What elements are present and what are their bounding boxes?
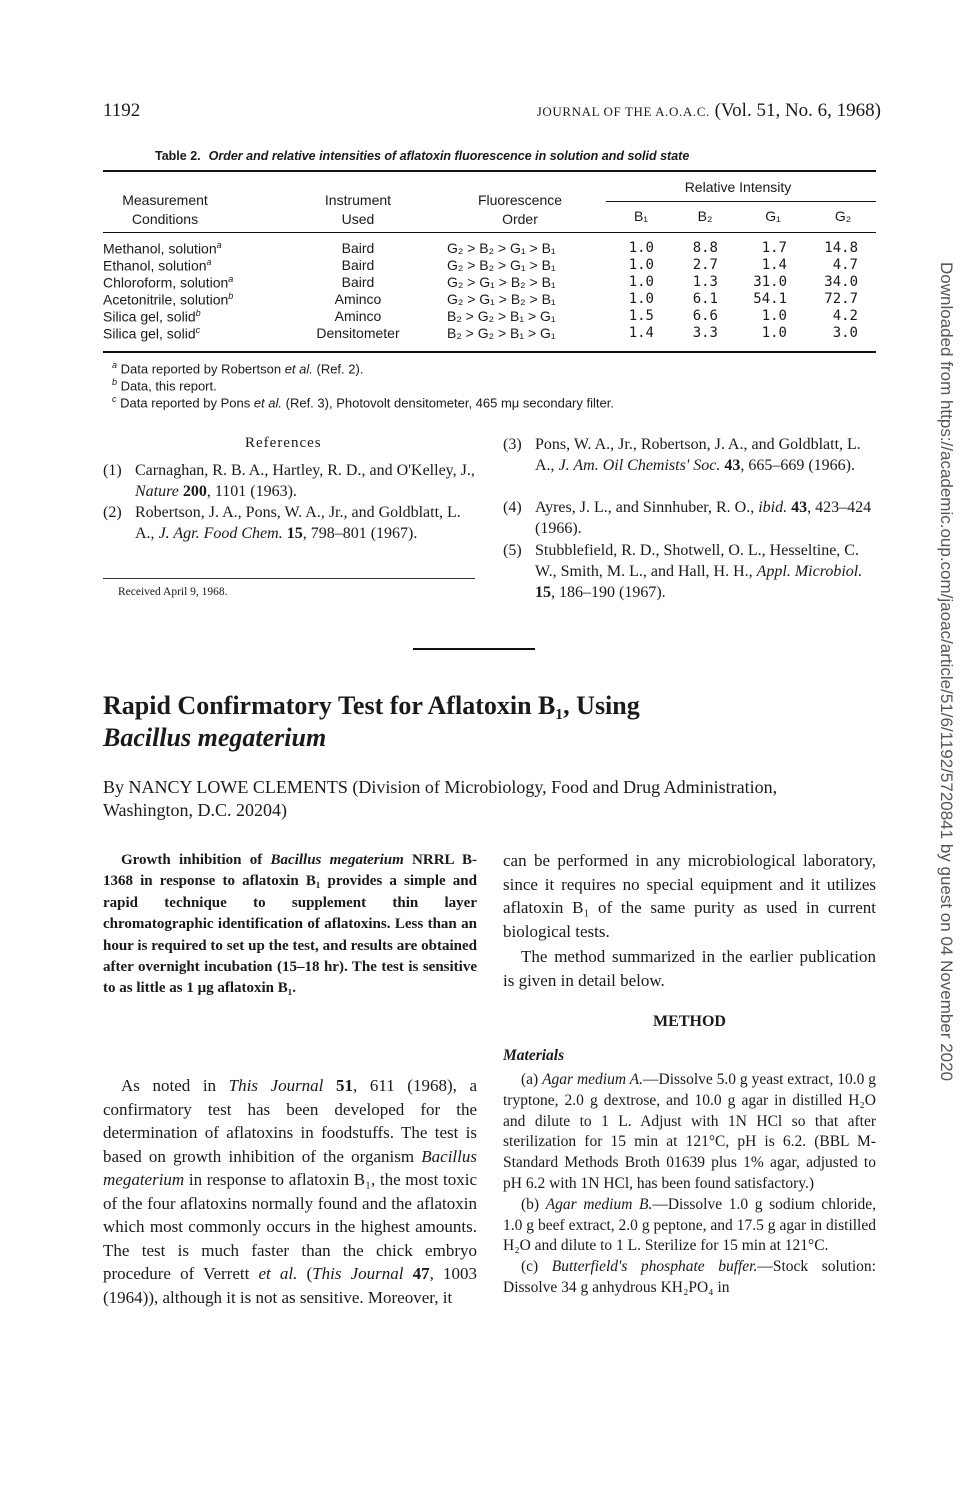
footnote-mark: c — [112, 394, 117, 404]
article-separator — [413, 648, 535, 650]
download-watermark — [928, 262, 956, 1152]
reference-item — [103, 460, 477, 502]
journal-running-head — [537, 100, 881, 122]
condition-text: Methanol, solution — [103, 240, 217, 257]
table-bottom-rule — [103, 351, 876, 353]
reference-pages: , 1101 (1963). — [206, 483, 297, 500]
reference-number: (2) — [103, 504, 122, 521]
cell-b1: 1.4 — [628, 325, 654, 341]
reference-journal: J. Am. Oil Chemists' Soc. — [558, 457, 721, 474]
material-name: Agar medium B. — [545, 1195, 653, 1213]
reference-number: (4) — [503, 499, 522, 516]
condition-text: Silica gel, solid — [103, 325, 196, 342]
cell-b2: 3.3 — [692, 325, 718, 341]
article-title — [103, 690, 640, 754]
received-date: Received April 9, 1968. — [118, 586, 228, 598]
footnote-text: Data, this report. — [120, 378, 217, 394]
abstract-text: Growth inhibition of — [121, 852, 271, 868]
volume-citation: 51 — [323, 1076, 353, 1095]
table-footnote — [112, 360, 363, 376]
reference-journal: J. Agr. Food Chem. — [158, 525, 283, 542]
journal-citation: This Journal — [228, 1076, 324, 1095]
cell-fluorescence-order: G₂ > G₁ > B₂ > B₁ — [447, 274, 556, 290]
cell-g1: 1.0 — [761, 325, 787, 341]
footnote-marker: a — [206, 257, 212, 267]
condition-text: Chloroform, solution — [103, 274, 229, 291]
table-footnote — [112, 377, 217, 393]
cell-g1: 1.0 — [761, 308, 787, 324]
cell-fluorescence-order: G₂ > B₂ > G₁ > B₁ — [447, 257, 556, 273]
reference-volume: 200 — [182, 483, 207, 500]
volume-info: (Vol. 51, No. 6, 1968) — [714, 100, 881, 121]
footnote-text-after: (Ref. 2). — [312, 361, 364, 377]
material-text: —Dissolve 1.0 g sodium chloride, 1.0 g beef extract, 2.0 g peptone, and 17.5 g agar in distilled H₂O and dilute to 1 L. Sterilize for 15 min at 121°C. — [503, 1195, 877, 1255]
cell-g2: 4.7 — [832, 257, 858, 273]
cell-condition — [103, 240, 222, 257]
cell-b2: 2.7 — [692, 257, 718, 273]
reference-authors: Stubblefield, R. D., Shotwell, O. L., Hesseltine, C. W., Smith, M. L., and Hall, H. H., — [535, 542, 859, 580]
table-top-rule — [103, 170, 876, 172]
title-line2: Bacillus megaterium — [103, 723, 327, 752]
reference-authors: Robertson, J. A., Pons, W. A., Jr., and Goldblatt, L. A., — [135, 504, 461, 542]
intro-text: , 611 (1968), a confirmatory test has been developed for the determination of aflatoxins in foodstuffs. The test is based on growth inhibition of the organism — [103, 1076, 477, 1166]
table-caption — [155, 149, 689, 163]
cell-b1: 1.0 — [628, 257, 654, 273]
intro-text: ( — [297, 1264, 313, 1283]
cell-fluorescence-order: B₂ > G₂ > B₁ > G₁ — [447, 308, 556, 324]
reference-item — [103, 502, 477, 544]
footnote-text: Data reported by Robertson — [120, 361, 285, 377]
organism-name: Bacillus megaterium — [103, 1146, 477, 1189]
abstract-text-cont: NRRL B-1368 in response to aflatoxin B₁ provides a simple and rapid technique to supplement thin layer chromatographic identification of aflatoxins. Less than an hour is required to set up the test, and results are obtained after overnight incubation (15–18 hr). The test is sensitive to as little as 1 μg aflatoxin B₁. — [103, 852, 477, 997]
header-g1: G₁ — [765, 208, 781, 224]
reference-volume: 15 — [535, 584, 551, 601]
header-instrument-used — [303, 191, 413, 229]
condition-text: Silica gel, solid — [103, 308, 196, 325]
cell-g2: 14.8 — [824, 240, 858, 256]
footnote-text-after: (Ref. 3), Photovolt densitometer, 465 mμ secondary filter. — [282, 395, 614, 411]
condition-text: Ethanol, solution — [103, 257, 207, 274]
abstract — [103, 850, 477, 1000]
title-line1: Rapid Confirmatory Test for Aflatoxin B₁, Using — [103, 691, 640, 720]
material-item — [503, 1195, 876, 1257]
reference-item — [503, 540, 876, 603]
header-instrument-line2: Used — [341, 211, 375, 227]
footnote-italic: et al. — [253, 395, 283, 411]
footnote-marker: b — [228, 291, 234, 301]
condition-text: Acetonitrile, solution — [103, 291, 229, 308]
cell-b2: 1.3 — [692, 274, 718, 290]
cell-fluorescence-order: B₂ > G₂ > B₁ > G₁ — [447, 325, 556, 341]
cell-instrument: Aminco — [334, 291, 382, 307]
cell-g1: 1.7 — [761, 240, 787, 256]
relative-intensity-rule — [606, 201, 876, 202]
material-text: —Dissolve 5.0 g yeast extract, 10.0 g tryptone, 2.0 g dextrose, and 10.0 g agar in distilled H₂O and dilute to 1 L. Adjust with 1N HCl so that after sterilization for 15 min at 121°C, pH is 6.2. (BBL M-Standard Methods Broth 01639 plus 1% agar, adjusted to pH 6.2 with 1N HCl, has been found satisfactory.) — [503, 1071, 876, 1192]
header-g2: G₂ — [834, 208, 852, 224]
reference-authors: Pons, W. A., Jr., Robertson, J. A., and Goldblatt, L. A., — [535, 436, 861, 474]
material-item — [503, 1257, 876, 1299]
reference-number: (1) — [103, 462, 122, 479]
footnote-text: Data reported by Pons — [120, 395, 254, 411]
references-heading: References — [245, 435, 322, 451]
cell-instrument: Baird — [341, 274, 375, 290]
cell-instrument: Aminco — [334, 308, 382, 324]
right-column — [503, 849, 876, 1299]
cell-instrument: Baird — [341, 240, 375, 256]
reference-journal: ibid. — [758, 499, 788, 516]
continued-paragraph: can be performed in any microbiological laboratory, since it requires no special equipment and it utilizes aflatoxin B₁ of the same purity as used in current biological tests. — [503, 851, 876, 941]
cell-g1: 54.1 — [753, 291, 787, 307]
footnote-marker: a — [228, 274, 234, 284]
received-divider — [103, 578, 475, 579]
material-name: Butterfield's phosphate buffer. — [551, 1258, 758, 1276]
cell-g2: 72.7 — [824, 291, 858, 307]
intro-text: As noted in — [121, 1076, 229, 1095]
volume-citation: 47 — [403, 1264, 430, 1283]
cell-b1: 1.0 — [628, 291, 654, 307]
cell-condition — [103, 257, 212, 274]
reference-number: (5) — [503, 542, 522, 559]
footnote-marker: b — [195, 308, 201, 318]
table-footnote — [112, 394, 614, 410]
table-header-rule — [103, 232, 876, 233]
cell-g1: 31.0 — [753, 274, 787, 290]
cell-instrument: Baird — [341, 257, 375, 273]
et-al: et al. — [258, 1264, 298, 1283]
reference-pages: , 798–801 (1967). — [302, 525, 418, 542]
cell-b1: 1.5 — [628, 308, 654, 324]
intro-paragraph — [103, 1074, 477, 1309]
header-instrument-line1: Instrument — [324, 192, 392, 208]
reference-journal: Appl. Microbiol. — [756, 563, 863, 580]
method-summary-paragraph: The method summarized in the earlier publication is given in detail below. — [503, 947, 876, 990]
reference-number: (3) — [503, 436, 522, 453]
byline-by: By — [103, 777, 129, 797]
running-header — [103, 100, 881, 126]
table-label: Table 2. — [155, 149, 201, 163]
journal-citation: This Journal — [312, 1264, 404, 1283]
cell-b2: 6.1 — [692, 291, 718, 307]
header-relative-intensity: Relative Intensity — [684, 179, 792, 195]
cell-b2: 6.6 — [692, 308, 718, 324]
footnote-marker: c — [195, 325, 201, 335]
reference-authors: Carnaghan, R. B. A., Hartley, R. D., and O'Kelley, J., — [135, 462, 475, 479]
byline — [103, 776, 863, 822]
material-item — [503, 1070, 876, 1195]
material-label: (c) — [521, 1258, 539, 1276]
reference-pages: , 423–424 (1966). — [535, 499, 872, 537]
header-b1: B₁ — [633, 208, 649, 224]
cell-condition — [103, 274, 233, 291]
materials-heading: Materials — [503, 1046, 565, 1064]
reference-volume: 43 — [724, 457, 741, 474]
material-label: (b) — [521, 1195, 540, 1213]
reference-volume: 43 — [791, 499, 808, 516]
cell-b1: 1.0 — [628, 240, 654, 256]
cell-condition — [103, 325, 200, 342]
cell-condition — [103, 308, 201, 325]
watermark-text: Downloaded from https://academic.oup.com/jaoac/article/51/6/1192/5720841 by guest on 04 November 2020 — [937, 262, 956, 1082]
reference-item — [503, 497, 876, 539]
reference-pages: , 186–190 (1967). — [551, 584, 666, 601]
intro-text: in response to aflatoxin B₁, the most toxic of the four aflatoxins normally found and the aflatoxin which most commonly occurs in the highest amounts. The test is much faster than the chick embryo procedure of Verrett — [103, 1170, 477, 1283]
cell-b2: 8.8 — [692, 240, 718, 256]
footnote-mark: a — [112, 360, 118, 370]
reference-pages: , 665–669 (1966). — [740, 457, 855, 474]
reference-authors: Ayres, J. L., and Sinnhuber, R. O., — [535, 499, 759, 516]
intro-text: , 1003 (1964)), although it is not as sensitive. Moreover, it — [103, 1264, 477, 1307]
cell-condition — [103, 291, 233, 308]
cell-b1: 1.0 — [628, 274, 654, 290]
cell-g1: 1.4 — [761, 257, 787, 273]
header-fluorescence-line2: Order — [502, 211, 538, 227]
author-name: NANCY LOWE CLEMENTS — [128, 777, 348, 797]
footnote-italic: et al. — [284, 361, 313, 377]
reference-item — [503, 434, 876, 476]
cell-g2: 34.0 — [824, 274, 858, 290]
cell-instrument: Densitometer — [316, 325, 400, 341]
header-fluorescence-order — [452, 191, 588, 229]
cell-g2: 3.0 — [832, 325, 858, 341]
footnote-mark: b — [112, 377, 118, 387]
material-label: (a) — [521, 1071, 539, 1088]
method-heading: METHOD — [653, 1013, 726, 1030]
reference-journal: Nature — [135, 483, 179, 500]
header-measurement-line1: Measurement — [122, 192, 208, 208]
page-number: 1192 — [103, 100, 141, 121]
header-measurement-line2: Conditions — [131, 211, 199, 227]
abstract-organism: Bacillus megaterium — [270, 852, 404, 868]
header-b2: B₂ — [697, 208, 713, 224]
cell-fluorescence-order: G₂ > B₂ > G₁ > B₁ — [447, 240, 556, 256]
table-caption-text: Order and relative intensities of aflatoxin fluorescence in solution and solid state — [208, 149, 690, 163]
material-name: Agar medium A. — [542, 1071, 644, 1088]
cell-g2: 4.2 — [832, 308, 858, 324]
author-affiliation: (Division of Microbiology, Food and Drug Administration, Washington, D.C. 20204) — [103, 777, 778, 820]
material-text: —Stock solution: Dissolve 34 g anhydrous KH₂PO₄ in — [503, 1258, 876, 1296]
header-measurement-conditions — [103, 191, 227, 229]
journal-name: JOURNAL OF THE A.O.A.C. — [536, 104, 710, 119]
header-fluorescence-line1: Fluorescence — [477, 192, 563, 208]
cell-fluorescence-order: G₂ > G₁ > B₂ > B₁ — [447, 291, 556, 307]
reference-volume: 15 — [286, 525, 303, 542]
footnote-marker: a — [216, 240, 222, 250]
